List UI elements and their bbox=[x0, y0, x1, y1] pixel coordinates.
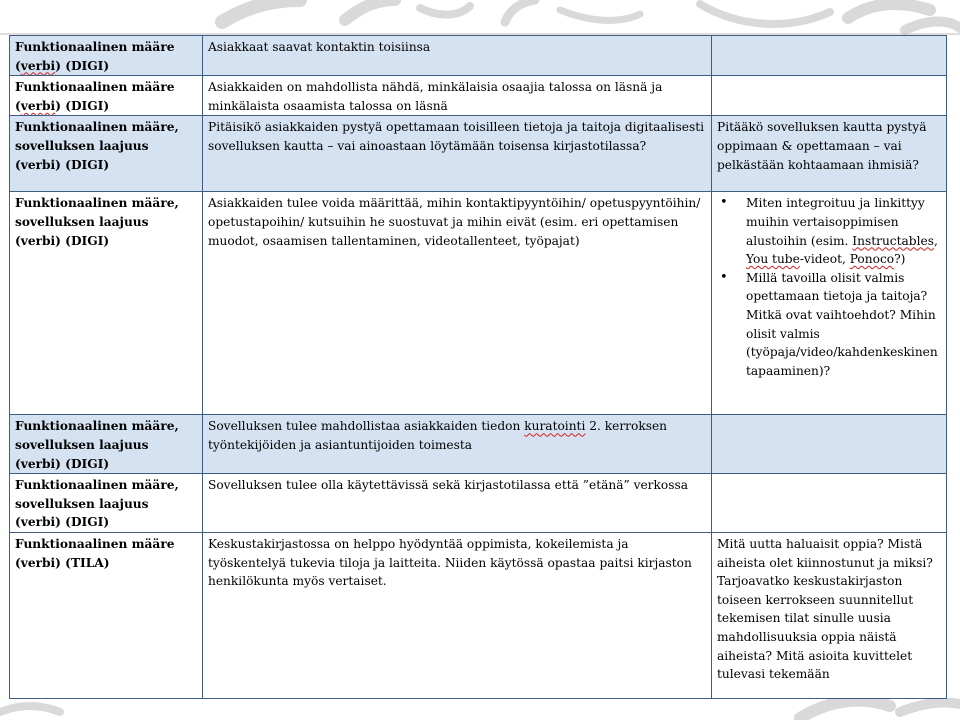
row-label-cell: Funktionaalinen määre, sovelluksen laajuus (verbi) (DIGI) bbox=[10, 415, 203, 474]
bullet-text: ?) bbox=[894, 252, 906, 267]
question-cell: Mitä uutta haluaisit oppia? Mistä aiheista olet kiinnostunut ja miksi? Tarjoavatko keskustakirjaston toiseen kerrokseen suunnitellut tekemisen tilat sinulle uusia mahdollisuuksia oppia näistä aiheista? Mitä asioita kuvittelet tulevasi tekemään bbox=[712, 532, 947, 698]
requirement-cell: Asiakkaat saavat kontaktin toisiinsa bbox=[203, 36, 712, 76]
requirement-cell: Sovelluksen tulee olla käytettävissä sekä kirjastotilassa että ”etänä” verkossa bbox=[203, 474, 712, 533]
bullet-underlined-word: Ponoco bbox=[849, 252, 895, 267]
bullet-text: Millä tavoilla olisit valmis opettamaan tietoja ja taitoja? Mitkä ovat vaihtoehdot? Mihin olisit valmis (työpaja/video/kahdenkeskinen tapaaminen)? bbox=[746, 270, 938, 378]
question-cell bbox=[712, 192, 947, 415]
row-label-cell: Funktionaalinen määre, sovelluksen laajuus (verbi) (DIGI) bbox=[10, 116, 203, 192]
requirement-cell: Keskustakirjastossa on helppo hyödyntää oppimista, kokeilemista ja työskentelyä tukevia tiloja ja laitteita. Niiden käytössä opastaa paitsi kirjaston henkilökunta myös vertaiset. bbox=[203, 532, 712, 698]
question-cell bbox=[712, 474, 947, 533]
row-label-cell bbox=[10, 36, 203, 76]
table-row bbox=[10, 116, 947, 192]
bullet-underlined-word: You tube bbox=[746, 252, 800, 267]
question-cell bbox=[712, 415, 947, 474]
question-bullet-list bbox=[717, 194, 941, 380]
row-label-text: Funktionaalinen määre ( bbox=[15, 80, 175, 113]
bullet-underlined-word: Instructables bbox=[852, 233, 934, 248]
bullet-text: , bbox=[933, 233, 938, 248]
table-row bbox=[10, 532, 947, 698]
table-row bbox=[10, 36, 947, 76]
requirements-table bbox=[9, 35, 947, 699]
question-cell bbox=[712, 36, 947, 76]
row-label-underlined-word: verbi bbox=[20, 58, 56, 73]
question-cell bbox=[712, 76, 947, 116]
bullet-text: Miten integroituu ja linkittyy muihin vertaisoppimisen alustoihin (esim. bbox=[746, 196, 925, 248]
row-label-underlined-word: verbi bbox=[20, 98, 56, 113]
requirement-underlined-word: kuratointi bbox=[524, 419, 586, 434]
row-label-text: ) (DIGI) bbox=[55, 98, 110, 113]
requirement-cell bbox=[203, 415, 712, 474]
row-label-cell: Funktionaalinen määre, sovelluksen laajuus (verbi) (DIGI) bbox=[10, 474, 203, 533]
requirement-text: 2. kerroksen työntekijöiden ja asiantuntijoiden toimesta bbox=[208, 419, 668, 452]
requirement-text: Sovelluksen tulee mahdollistaa asiakkaiden tiedon bbox=[208, 419, 525, 434]
row-label-text: ) (DIGI) bbox=[55, 58, 110, 73]
table-row bbox=[10, 76, 947, 116]
requirement-cell: Pitäisikö asiakkaiden pystyä opettamaan toisilleen tietoja ja taitoja digitaalisesti sovelluksen kautta – vai ainoastaan löytämään toisensa kirjastotilassa? bbox=[203, 116, 712, 192]
table-row bbox=[10, 474, 947, 533]
table-row bbox=[10, 415, 947, 474]
requirement-cell: Asiakkaiden on mahdollista nähdä, minkälaisia osaajia talossa on läsnä ja minkälaista osaamista talossa on läsnä bbox=[203, 76, 712, 116]
row-label-cell: Funktionaalinen määre, sovelluksen laajuus (verbi) (DIGI) bbox=[10, 192, 203, 415]
row-label-cell bbox=[10, 76, 203, 116]
question-cell: Pitääkö sovelluksen kautta pystyä oppimaan & opettamaan – vai pelkästään kohtaamaan ihmisiä? bbox=[712, 116, 947, 192]
bullet-text: -videot, bbox=[799, 252, 850, 267]
table-row bbox=[10, 192, 947, 415]
requirement-cell: Asiakkaiden tulee voida määrittää, mihin kontaktipyyntöihin/ opetuspyyntöihin/ opetustapoihin/ kutsuihin he suostuvat ja mihin eivät (esim. eri opettamisen muodot, osaamisen tallentaminen, videotallenteet, työpajat) bbox=[203, 192, 712, 415]
list-item bbox=[717, 269, 941, 381]
row-label-cell: Funktionaalinen määre (verbi) (TILA) bbox=[10, 532, 203, 698]
list-item bbox=[717, 194, 941, 268]
row-label-text: Funktionaalinen määre ( bbox=[15, 40, 175, 73]
